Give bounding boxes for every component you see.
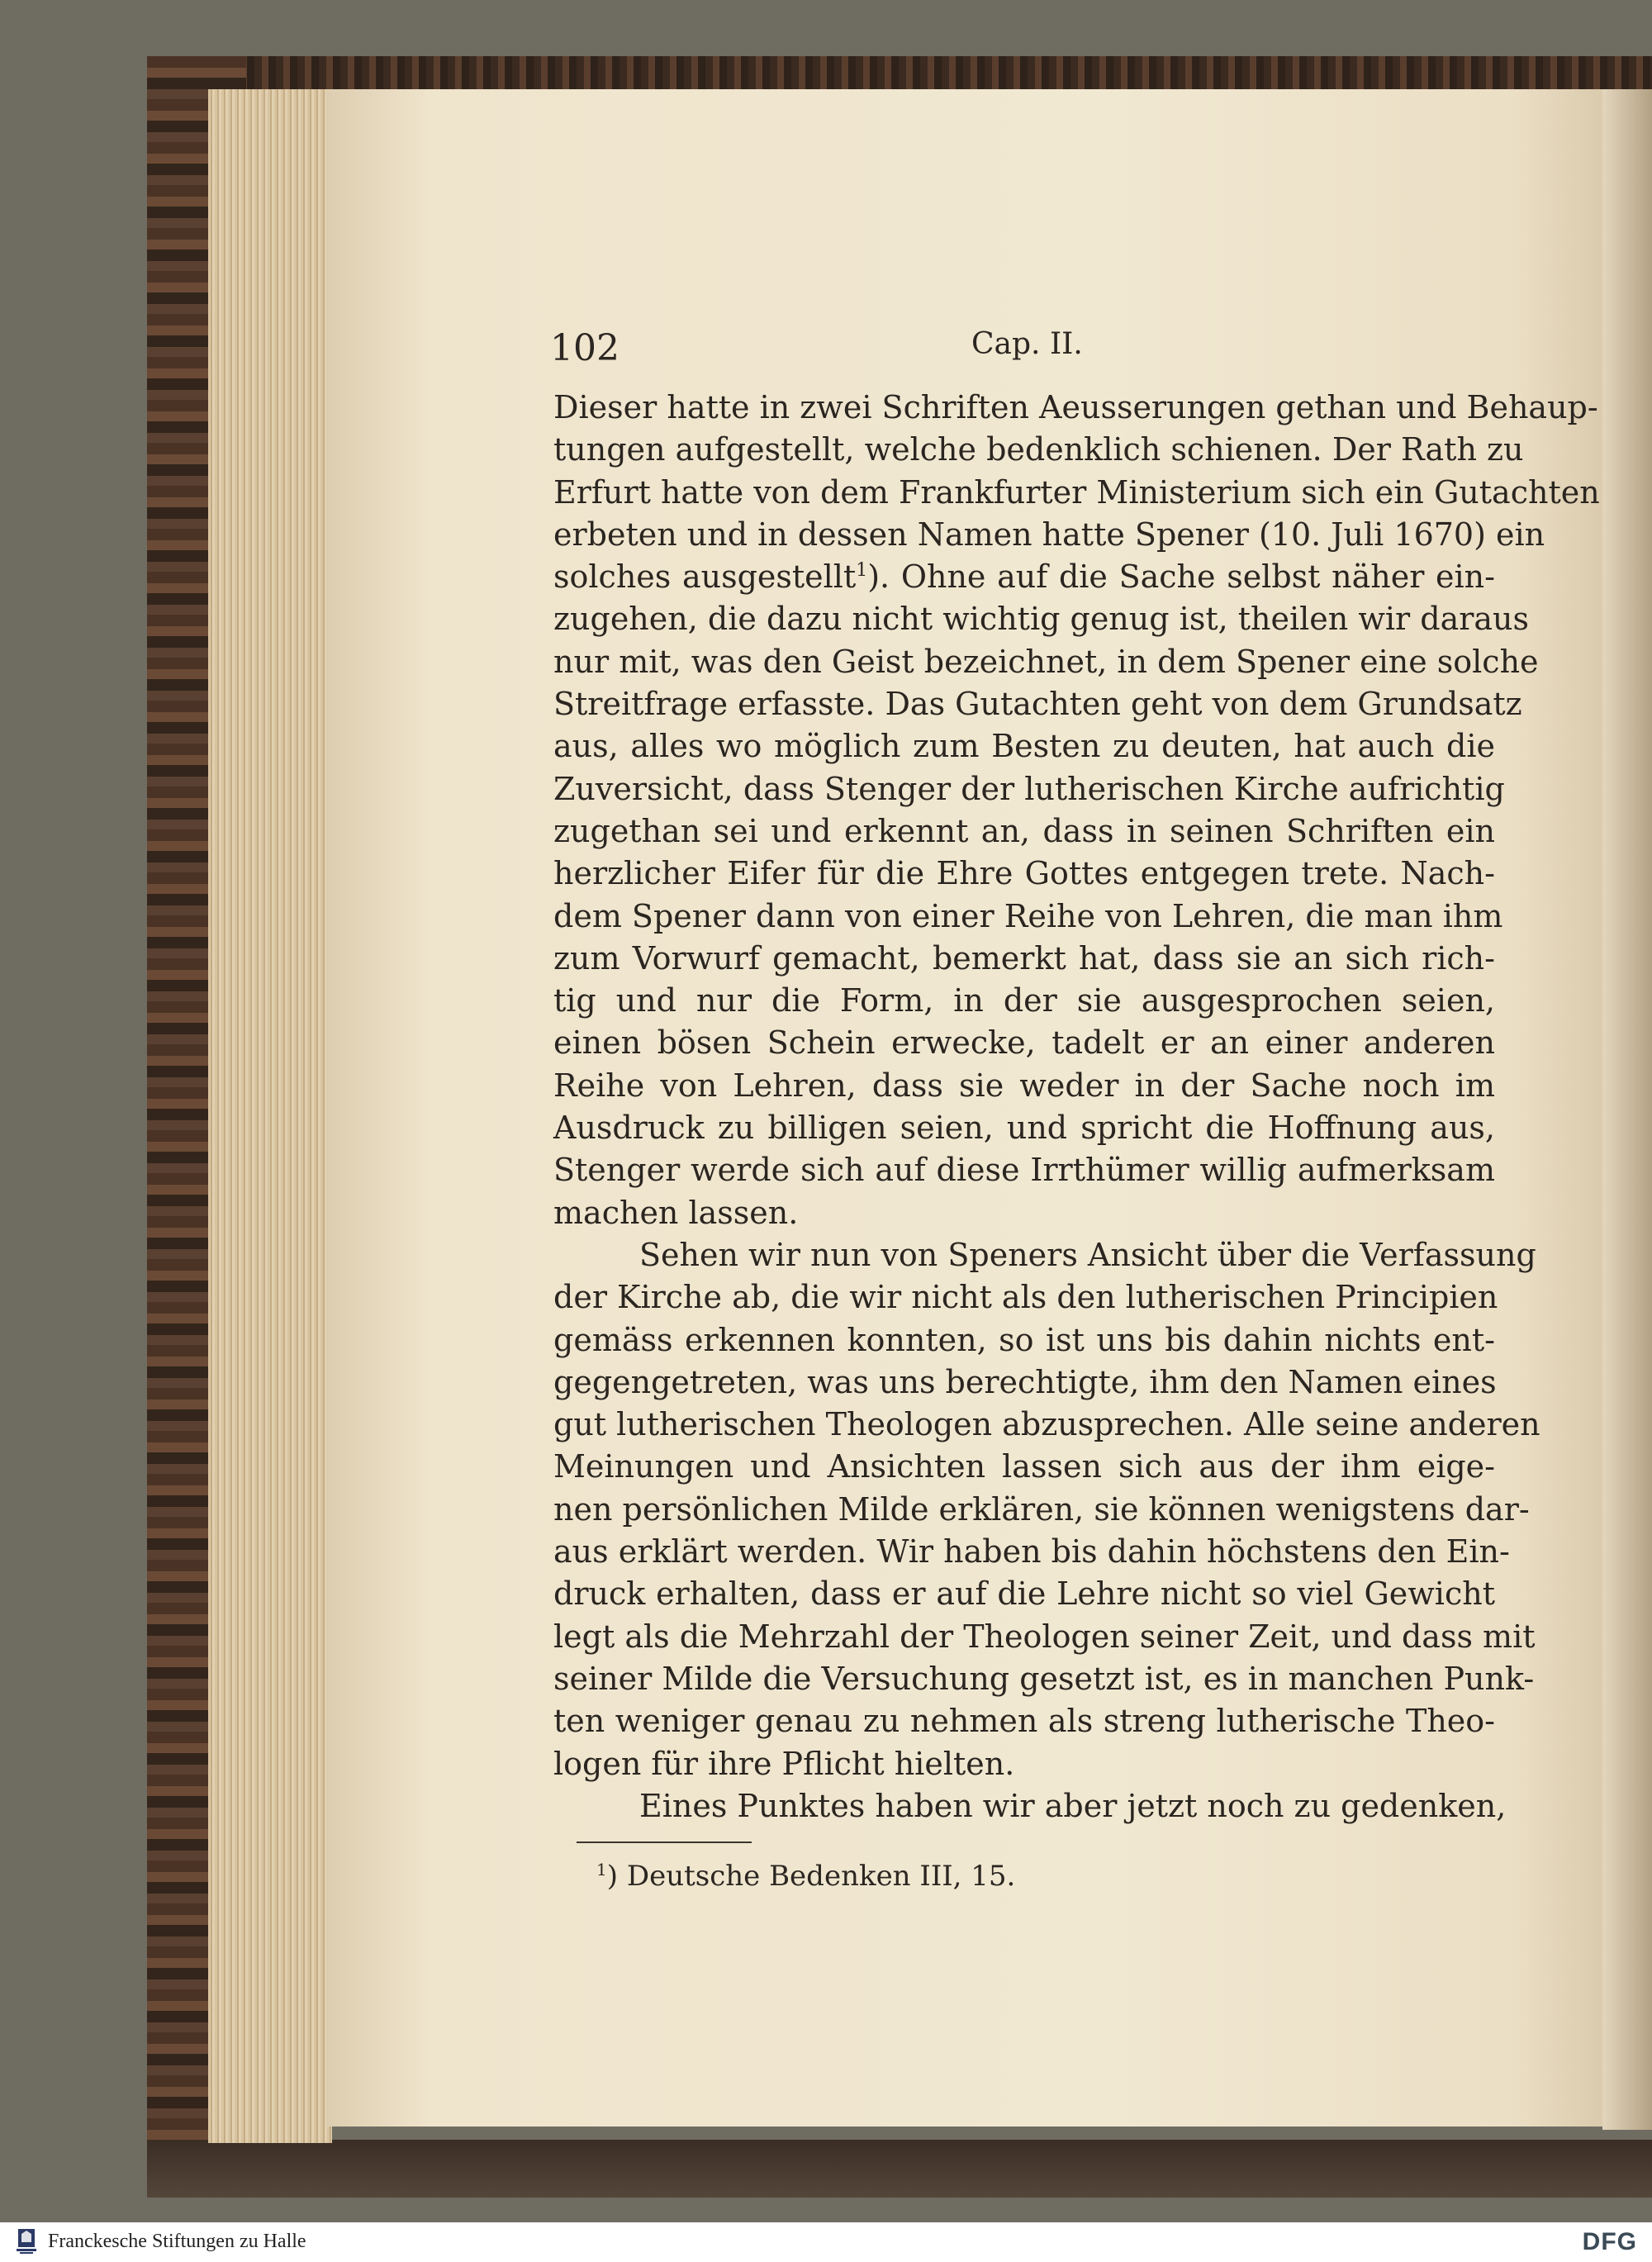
text-line: druck erhalten, dass er auf die Lehre nicht so viel Gewicht	[553, 1575, 1495, 1613]
footnote-marker: 1	[596, 1860, 607, 1879]
institution-seal-icon	[15, 2227, 38, 2255]
text-line: nur mit, was den Geist bezeichnet, in dem Spener eine solche	[553, 643, 1539, 680]
text-line: zugehen, die dazu nicht wichtig genug ist, theilen wir daraus	[553, 601, 1530, 638]
text-line: herzlicher Eifer für die Ehre Gottes entgegen trete. Nach-	[553, 855, 1495, 892]
body-text	[553, 387, 1600, 1827]
text-line: tungen aufgestellt, welche bedenklich schienen. Der Rath zu	[553, 431, 1524, 468]
text-line: Dieser hatte in zwei Schriften Aeusserungen gethan und Behaup-	[553, 389, 1598, 425]
footnote-reference: 1	[856, 560, 868, 582]
text-line: zum Vorwurf gemacht, bemerkt hat, dass sie an sich rich-	[553, 939, 1495, 977]
text-line: zugethan sei und erkennt an, dass in seinen Schriften ein	[553, 812, 1495, 849]
text-line: machen lassen.	[553, 1194, 799, 1231]
text-line: der Kirche ab, die wir nicht als den lutherischen Principien	[553, 1279, 1498, 1316]
text-line	[553, 556, 1495, 598]
text-line: Erfurt hatte von dem Frankfurter Ministerium sich ein Gutachten	[553, 473, 1600, 511]
viewer-footer	[0, 2222, 1652, 2262]
text-line: tig und nur die Form, in der sie ausgesprochen seien,	[553, 982, 1495, 1019]
text-line: Sehen wir nun von Speners Ansicht über die Verfassung	[639, 1236, 1536, 1273]
text-line: erbeten und in dessen Namen hatte Spener (10. Juli 1670) ein	[553, 516, 1545, 553]
book-cover-bottom	[147, 2140, 1652, 2198]
text-line: dem Spener dann von einer Reihe von Lehren, die man ihm	[553, 897, 1503, 934]
text-line: nen persönlichen Milde erklären, sie können wenigstens dar-	[553, 1490, 1530, 1528]
footnote-paren: )	[606, 1860, 618, 1893]
footnote-text: Deutsche Bedenken III, 15.	[626, 1860, 1016, 1893]
text-line: Stenger werde sich auf diese Irrthümer willig aufmerksam	[553, 1152, 1495, 1189]
text-line: Zuversicht, dass Stenger der lutherischen Kirche aufrichtig	[553, 770, 1505, 807]
text-line: seiner Milde die Versuchung gesetzt ist, es in manchen Punk-	[553, 1660, 1535, 1697]
institution-name[interactable]: Franckesche Stiftungen zu Halle	[48, 2231, 306, 2252]
running-title: Cap. II.	[971, 327, 1083, 361]
page-number: 102	[550, 327, 620, 369]
page-edges	[208, 89, 332, 2143]
text-line: Meinungen und Ansichten lassen sich aus der ihm eige-	[553, 1448, 1495, 1485]
text-segment: ). Ohne auf die Sache selbst näher ein-	[867, 558, 1495, 596]
dfg-logo[interactable]: DFG	[1582, 2228, 1637, 2255]
text-line: gemäss erkennen konnten, so ist uns bis dahin nichts ent-	[553, 1321, 1495, 1358]
text-line: legt als die Mehrzahl der Theologen seiner Zeit, und dass mit	[553, 1618, 1536, 1655]
text-line: Streitfrage erfasste. Das Gutachten geht von dem Grundsatz	[553, 686, 1522, 723]
text-line: ten weniger genau zu nehmen als streng lutherische Theo-	[553, 1703, 1495, 1740]
text-line: gegengetreten, was uns berechtigte, ihm den Namen eines	[553, 1363, 1497, 1400]
text-line: einen bösen Schein erwecke, tadelt er an einer anderen	[553, 1024, 1495, 1062]
text-line: logen für ihre Pflicht hielten.	[553, 1745, 1015, 1782]
text-line: aus erklärt werden. Wir haben bis dahin höchstens den Ein-	[553, 1533, 1510, 1571]
footnote-rule	[577, 1841, 752, 1843]
text-line: aus, alles wo möglich zum Besten zu deuten, hat auch die	[553, 728, 1495, 765]
page-shadow	[1602, 89, 1652, 2130]
text-line: Eines Punktes haben wir aber jetzt noch zu gedenken,	[639, 1787, 1507, 1824]
text-line: Reihe von Lehren, dass sie weder in der Sache noch im	[553, 1067, 1495, 1104]
text-line: Ausdruck zu billigen seien, und spricht die Hoffnung aus,	[553, 1110, 1495, 1147]
footnote	[596, 1860, 1015, 1893]
text-segment: solches ausgestellt	[553, 558, 857, 596]
page-header	[550, 322, 1492, 380]
text-line: gut lutherischen Theologen abzusprechen. Alle seine anderen	[553, 1406, 1540, 1443]
